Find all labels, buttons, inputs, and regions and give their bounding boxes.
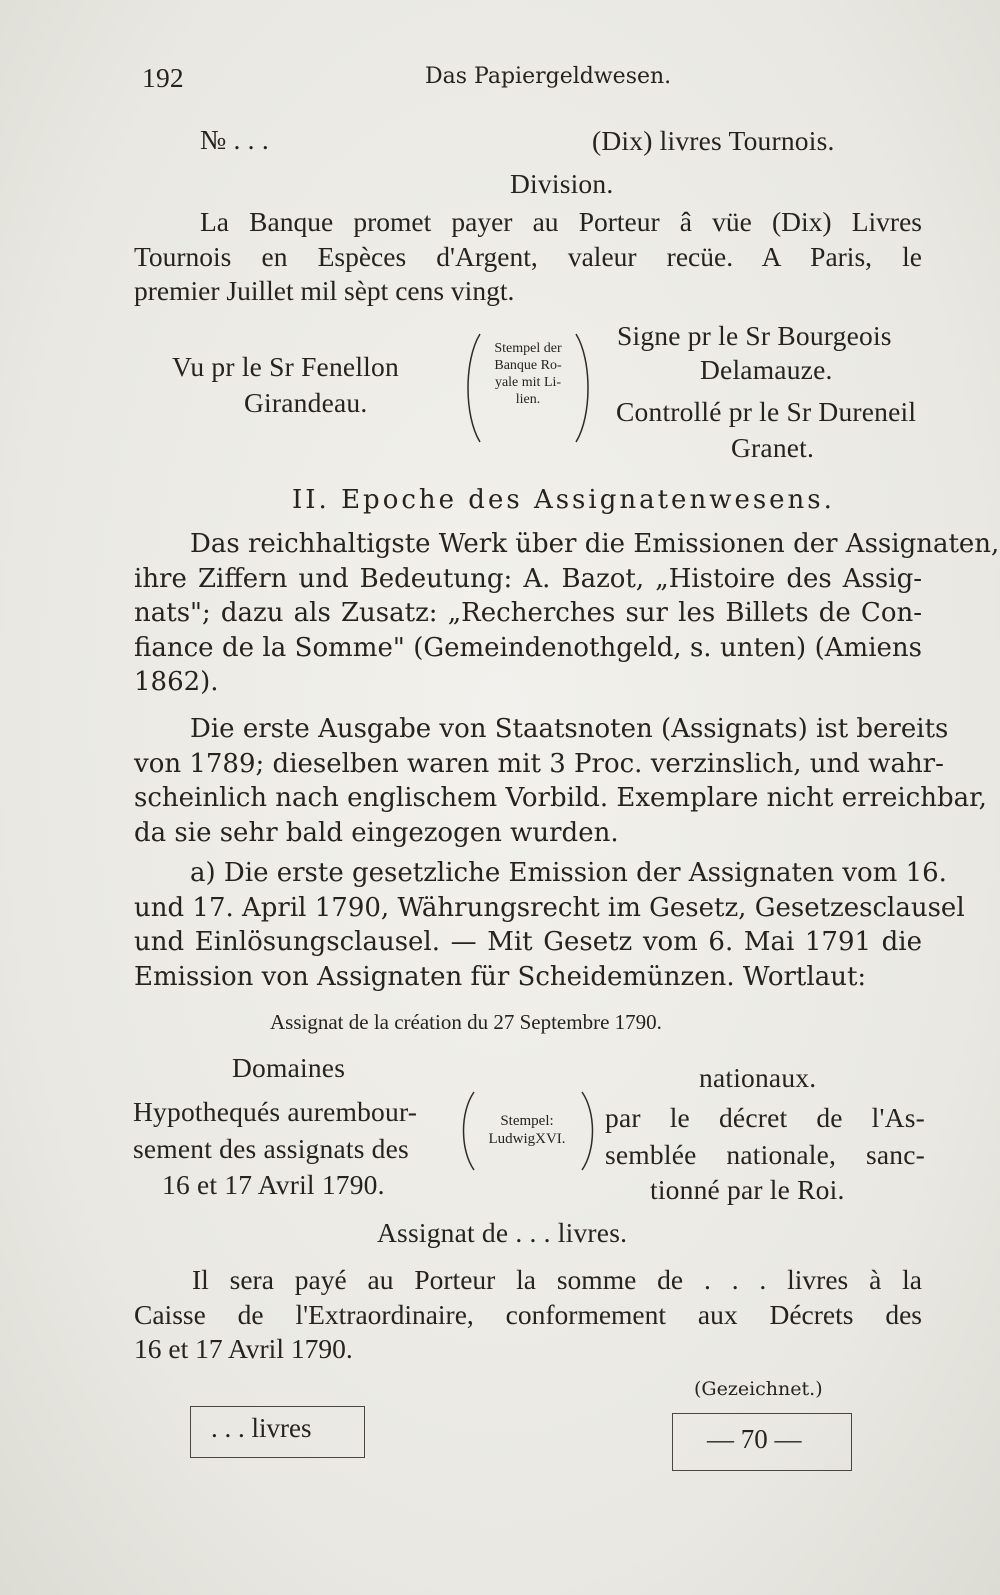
stamp-text [476,340,580,408]
left-signature-line: Girandeau. [244,387,368,418]
paragraph-line: Das reichhaltigste Werk über die Emissionen der Assignaten, [190,529,1000,559]
note-denomination: (Dix) livres Tournois. [592,125,835,156]
note-division: Division. [510,168,614,199]
paragraph-3 [134,856,965,994]
paragraph-line: 1862). [134,667,219,697]
paragraph-line: und 17. April 1790, Währungsrecht im Gesetz, Gesetzesclausel [134,892,965,923]
paragraph-line: Emission von Assignaten für Scheidemünzen. Wortlaut: [134,961,867,992]
assignat-text [134,1263,922,1367]
livres-box [190,1406,365,1458]
assignat-left-line: 16 et 17 Avril 1790. [162,1169,385,1200]
assignat-caption: Assignat de la création du 27 Septembre 1790. [270,1010,662,1034]
paragraph-line: da sie sehr bald eingezogen wurden. [134,817,619,848]
assignat-right-line: par le décret de l'As- [605,1102,925,1133]
page-number: 192 [142,62,184,93]
paragraph-line: a) Die erste gesetzliche Emission der Assignaten vom 16. [190,858,947,888]
assignat-stamp-text [470,1112,584,1148]
stamp-line: lien. [515,392,541,407]
assignat-left-line: Hypothequés aurembour- [133,1096,418,1127]
assignat-text-line: Caisse de l'Extraordinaire, conformement aux Décrets des [134,1298,922,1330]
livres-box-label: . . . livres [211,1413,312,1443]
stamp-line: Stempel: [500,1113,554,1129]
paragraph-line: Die erste Ausgabe von Staatsnoten (Assignats) ist bereits [190,714,949,744]
paragraph-line: ihre Ziffern und Bedeutung: A. Bazot, „Histoire des Assig- [134,563,922,594]
right-signature-line: Signe pr le Sr Bourgeois [617,320,892,351]
paragraph-line: nats"; dazu als Zusatz: „Recherches sur les Billets de Con- [134,598,922,628]
note-text-line: La Banque promet payer au Porteur â vüe (Dix) Livres [200,206,922,237]
note-text [134,205,922,309]
assignat-right-line: semblée nationale, sanc- [605,1139,925,1170]
note-text-line: Tournois en Espèces d'Argent, valeur recüe. A Paris, le [134,240,922,272]
paragraph-2 [134,712,987,850]
note-text-line: premier Juillet mil sèpt cens vingt. [134,275,515,306]
paragraph-line: scheinlich nach englischem Vorbild. Exemplare nicht erreichbar, [134,783,987,813]
paragraph-line: von 1789; dieselben waren mit 3 Proc. verzinslich, und wahr- [134,748,944,779]
stamp-line: Banque Ro- [494,358,562,373]
stamp-line: LudwigXVI. [488,1131,566,1147]
signed-note: (Gezeichnet.) [694,1378,823,1400]
assignat-nationaux: nationaux. [699,1062,817,1093]
assignat-left-line: sement des assignats des [133,1133,409,1164]
paragraph-line: fiance de la Somme" (Gemeindenothgeld, s. unten) (Amiens [134,632,922,663]
assignat-right-line: tionné par le Roi. [650,1174,845,1205]
assignat-text-line: 16 et 17 Avril 1790. [134,1333,353,1364]
note-number-label: № . . . [200,124,269,155]
value-box [672,1413,852,1471]
right-signature-line: Granet. [731,432,815,463]
value-box-label: — 70 — [707,1424,802,1454]
assignat-text-line: Il sera payé au Porteur la somme de . . . livres à la [192,1264,922,1295]
section-heading: II. Epoche des Assignatenwesens. [292,485,835,515]
paragraph-line: und Einlösungsclausel. — Mit Gesetz vom 6. Mai 1791 die [134,927,922,957]
left-signature-line: Vu pr le Sr Fenellon [172,351,399,382]
stamp-line: yale mit Li- [494,375,562,390]
running-title: Das Papiergeldwesen. [425,64,672,89]
paragraph-1 [134,527,1000,700]
assignat-title: Assignat de . . . livres. [377,1217,628,1248]
stamp-line: Stempel der [494,341,562,356]
right-signature-line: Delamauze. [700,354,833,385]
assignat-domaines: Domaines [232,1052,346,1083]
right-signature-line: Controllé pr le Sr Dureneil [616,396,917,427]
